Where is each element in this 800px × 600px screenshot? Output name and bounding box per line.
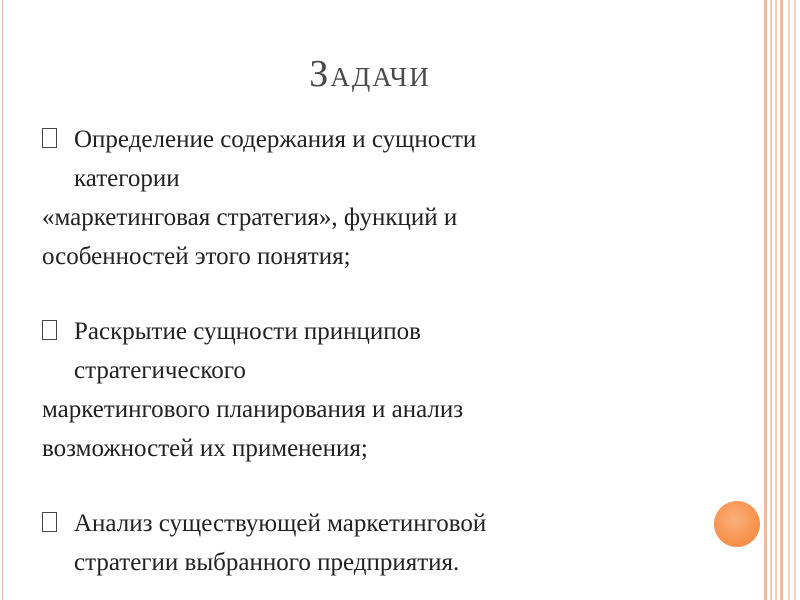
square-bullet-icon — [42, 512, 57, 532]
decorative-frame-right — [764, 0, 800, 600]
item-text-line: Раскрытие сущности принципов — [74, 318, 421, 345]
frame-line — [770, 0, 772, 600]
slide-title: Задачи — [309, 53, 431, 95]
accent-circle-icon — [714, 501, 760, 547]
frame-line — [794, 0, 796, 600]
spacer — [42, 468, 722, 504]
item-text-line: Определение содержания и сущности — [74, 126, 477, 153]
item-text-line: категории — [74, 165, 180, 192]
spacer — [42, 276, 722, 312]
frame-line — [764, 0, 767, 600]
task-list — [42, 120, 722, 582]
item-text-line: особенностей этого понятия; — [42, 243, 351, 270]
frame-line — [775, 0, 777, 600]
frame-line — [780, 0, 783, 600]
item-text-line: стратегического — [74, 357, 246, 384]
square-bullet-icon — [42, 128, 57, 148]
item-text-line: Анализ существующей маркетинговой — [74, 510, 487, 537]
list-item — [42, 504, 722, 582]
list-item — [42, 120, 722, 276]
list-item — [42, 312, 722, 468]
item-text-line: стратегии выбранного предприятия. — [74, 549, 460, 576]
frame-line — [788, 0, 790, 600]
square-bullet-icon — [42, 320, 57, 340]
item-text-line: маркетингового планирования и анализ — [42, 396, 464, 423]
item-text-line: «маркетинговая стратегия», функций и — [42, 204, 458, 231]
item-text-line: возможностей их применения; — [42, 435, 368, 462]
